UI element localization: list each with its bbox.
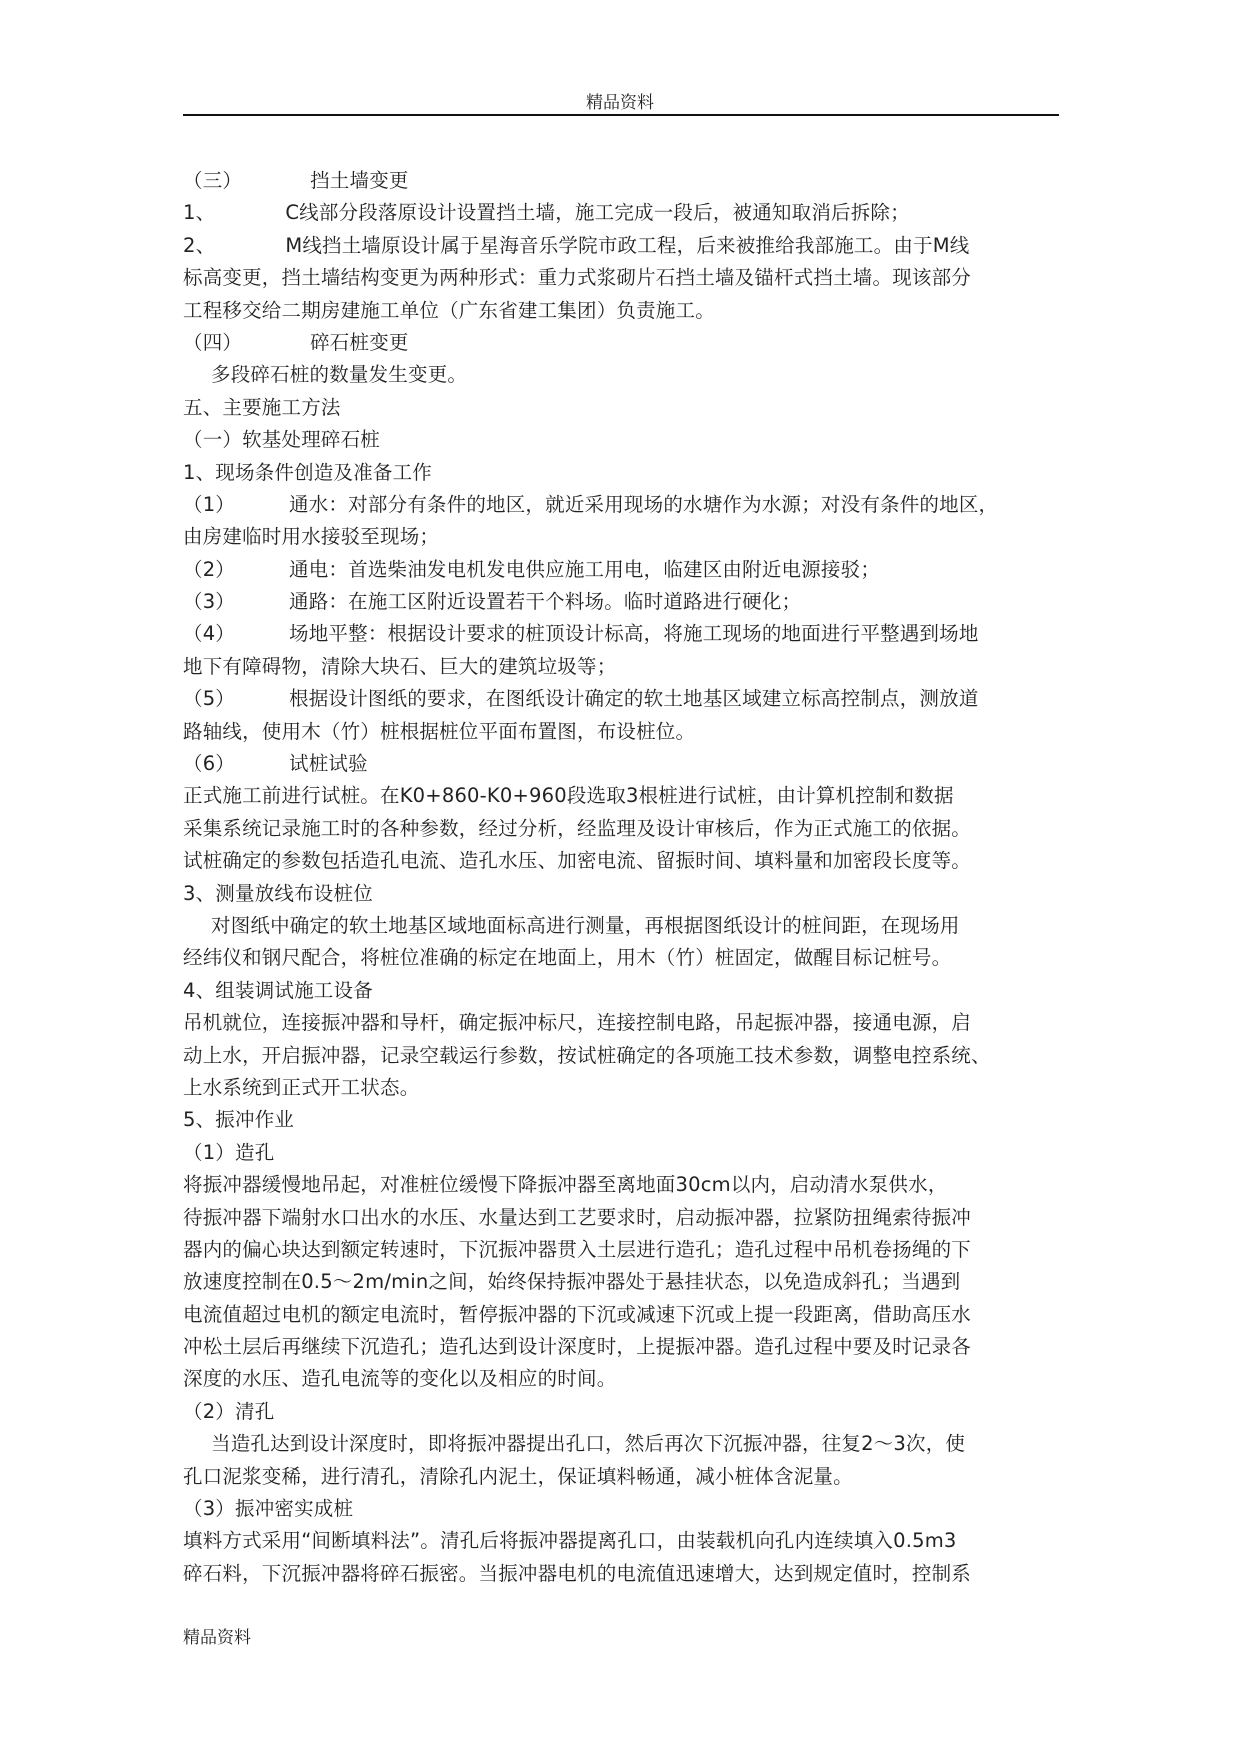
page-footer-title: 精品资料 bbox=[183, 1628, 251, 1648]
line-text: 采集系统记录施工时的各种参数，经过分析，经监理及设计审核后，作为正式施工的依据。 bbox=[183, 816, 972, 840]
line-label: （2） bbox=[183, 557, 236, 581]
text-line bbox=[183, 618, 1083, 650]
line-text: C线部分段落原设计设置挡土墙，施工完成一段后，被通知取消后拆除； bbox=[285, 201, 910, 225]
text-line bbox=[183, 1007, 1083, 1039]
text-line bbox=[183, 651, 1083, 683]
line-text: 五、主要施工方法 bbox=[183, 395, 341, 419]
line-text: 场地平整：根据设计要求的桩顶设计标高，将施工现场的地面进行平整遇到场地 bbox=[289, 622, 979, 646]
line-label: （4） bbox=[183, 622, 236, 646]
line-text: 5、振冲作业 bbox=[183, 1108, 295, 1132]
text-line bbox=[183, 683, 1083, 715]
line-text: M线挡土墙原设计属于星海音乐学院市政工程，后来被推给我部施工。由于M线 bbox=[285, 233, 970, 257]
line-text: 冲松土层后再继续下沉造孔；造孔达到设计深度时，上提振冲器。造孔过程中要及时记录各 bbox=[183, 1335, 972, 1359]
text-line bbox=[183, 230, 1083, 262]
line-label: （3） bbox=[183, 590, 236, 614]
line-text: 碎石桩变更 bbox=[310, 330, 409, 354]
line-text: 待振冲器下端射水口出水的水压、水量达到工艺要求时，启动振冲器，拉紧防扭绳索待振冲 bbox=[183, 1205, 972, 1229]
text-line bbox=[183, 1266, 1083, 1298]
line-text: 工程移交给二期房建施工单位（广东省建工集团）负责施工。 bbox=[183, 298, 715, 322]
text-line bbox=[183, 1104, 1083, 1136]
line-text: 由房建临时用水接驳至现场； bbox=[183, 525, 440, 549]
text-line bbox=[183, 942, 1083, 974]
text-line bbox=[183, 197, 1083, 229]
line-text: 填料方式采用“间断填料法”。清孔后将振冲器提离孔口，由装载机向孔内连续填入0.5m3 bbox=[183, 1529, 957, 1553]
line-text: 试桩试验 bbox=[289, 752, 368, 776]
text-line bbox=[183, 1040, 1083, 1072]
text-line bbox=[183, 1072, 1083, 1104]
line-text: 多段碎石桩的数量发生变更。 bbox=[211, 363, 468, 387]
text-line bbox=[183, 748, 1083, 780]
text-line bbox=[183, 975, 1083, 1007]
text-line bbox=[183, 262, 1083, 294]
line-text: 孔口泥浆变稀，进行清孔，清除孔内泥土，保证填料畅通，减小桩体含泥量。 bbox=[183, 1464, 853, 1488]
text-line bbox=[183, 586, 1083, 618]
line-text: （2）清孔 bbox=[183, 1399, 275, 1423]
text-line bbox=[183, 813, 1083, 845]
header-divider bbox=[183, 114, 1059, 116]
text-line bbox=[183, 1331, 1083, 1363]
text-line bbox=[183, 489, 1083, 521]
line-text: 放速度控制在0.5～2m/min之间，始终保持振冲器处于悬挂状态，以免造成斜孔；当遇到 bbox=[183, 1270, 961, 1294]
line-label: 1、 bbox=[183, 201, 216, 225]
text-line bbox=[183, 327, 1083, 359]
text-line bbox=[183, 1461, 1083, 1493]
text-line bbox=[183, 424, 1083, 456]
text-line bbox=[183, 1363, 1083, 1395]
text-line bbox=[183, 1234, 1083, 1266]
line-label: （5） bbox=[183, 687, 236, 711]
line-text: 动上水，开启振冲器，记录空载运行参数，按试桩确定的各项施工技术参数，调整电控系统、 bbox=[183, 1043, 991, 1067]
text-line bbox=[183, 1202, 1083, 1234]
line-text: 挡土墙变更 bbox=[310, 169, 409, 192]
line-text: （3）振冲密实成桩 bbox=[183, 1497, 354, 1521]
line-text: 正式施工前进行试桩。在K0+860-K0+960段选取3根桩进行试桩，由计算机控制和数据 bbox=[183, 784, 954, 808]
line-text: 试桩确定的参数包括造孔电流、造孔水压、加密电流、留振时间、填料量和加密段长度等。 bbox=[183, 849, 972, 873]
line-label: （三） bbox=[183, 169, 243, 192]
text-line bbox=[183, 1558, 1083, 1590]
text-line bbox=[183, 359, 1083, 391]
line-label: （1） bbox=[183, 492, 236, 516]
line-text: 路轴线，使用木（竹）桩根据桩位平面布置图，布设桩位。 bbox=[183, 719, 696, 743]
line-text: 吊机就位，连接振冲器和导杆，确定振冲标尺，连接控制电路，吊起振冲器，接通电源，启 bbox=[183, 1011, 972, 1035]
text-line bbox=[183, 878, 1083, 910]
line-text: 器内的偏心块达到额定转速时，下沉振冲器贯入土层进行造孔；造孔过程中吊机卷扬绳的下 bbox=[183, 1237, 972, 1261]
text-line bbox=[183, 165, 1083, 197]
text-line bbox=[183, 1169, 1083, 1201]
line-text: （一）软基处理碎石桩 bbox=[183, 428, 381, 452]
line-text: 标高变更，挡土墙结构变更为两种形式：重力式浆砌片石挡土墙及锚杆式挡土墙。现该部分 bbox=[183, 266, 972, 290]
line-text: 1、现场条件创造及准备工作 bbox=[183, 460, 433, 484]
line-text: 电流值超过电机的额定电流时，暂停振冲器的下沉或减速下沉或上提一段距离，借助高压水 bbox=[183, 1302, 972, 1326]
text-line bbox=[183, 1428, 1083, 1460]
line-text: 通水：对部分有条件的地区，就近采用现场的水塘作为水源；对没有条件的地区， bbox=[289, 492, 999, 516]
text-line bbox=[183, 521, 1083, 553]
line-text: 通路：在施工区附近设置若干个料场。临时道路进行硬化； bbox=[289, 590, 802, 614]
line-text: 根据设计图纸的要求，在图纸设计确定的软土地基区域建立标高控制点，测放道 bbox=[289, 687, 979, 711]
line-label: 2、 bbox=[183, 233, 216, 257]
text-line bbox=[183, 780, 1083, 812]
text-line bbox=[183, 1493, 1083, 1525]
line-text: 碎石料，下沉振冲器将碎石振密。当振冲器电机的电流值迅速增大，达到规定值时，控制系 bbox=[183, 1561, 972, 1585]
line-text: 3、测量放线布设桩位 bbox=[183, 881, 373, 905]
line-text: 通电：首选柴油发电机发电供应施工用电，临建区由附近电源接驳； bbox=[289, 557, 881, 581]
text-line bbox=[183, 1396, 1083, 1428]
document-body bbox=[183, 165, 1083, 1590]
text-line bbox=[183, 554, 1083, 586]
page-header-title: 精品资料 bbox=[586, 93, 654, 113]
text-line bbox=[183, 910, 1083, 942]
line-text: 上水系统到正式开工状态。 bbox=[183, 1075, 420, 1099]
text-line bbox=[183, 845, 1083, 877]
line-text: 当造孔达到设计深度时，即将振冲器提出孔口，然后再次下沉振冲器，往复2～3次，使 bbox=[211, 1432, 966, 1456]
text-line bbox=[183, 1137, 1083, 1169]
line-text: 深度的水压、造孔电流等的变化以及相应的时间。 bbox=[183, 1367, 617, 1391]
text-line bbox=[183, 457, 1083, 489]
line-text: （1）造孔 bbox=[183, 1140, 275, 1164]
line-text: 4、组装调试施工设备 bbox=[183, 978, 373, 1002]
text-line bbox=[183, 716, 1083, 748]
text-line bbox=[183, 295, 1083, 327]
line-text: 将振冲器缓慢地吊起，对准桩位缓慢下降振冲器至离地面30cm以内，启动清水泵供水， bbox=[183, 1173, 948, 1197]
line-label: （四） bbox=[183, 330, 243, 354]
line-label: （6） bbox=[183, 752, 236, 776]
text-line bbox=[183, 1299, 1083, 1331]
line-text: 经纬仪和钢尺配合，将桩位准确的标定在地面上，用木（竹）桩固定，做醒目标记桩号。 bbox=[183, 946, 952, 970]
text-line bbox=[183, 392, 1083, 424]
line-text: 地下有障碍物，清除大块石、巨大的建筑垃圾等； bbox=[183, 654, 617, 678]
text-line bbox=[183, 1525, 1083, 1557]
line-text: 对图纸中确定的软土地基区域地面标高进行测量，再根据图纸设计的桩间距，在现场用 bbox=[211, 913, 960, 937]
